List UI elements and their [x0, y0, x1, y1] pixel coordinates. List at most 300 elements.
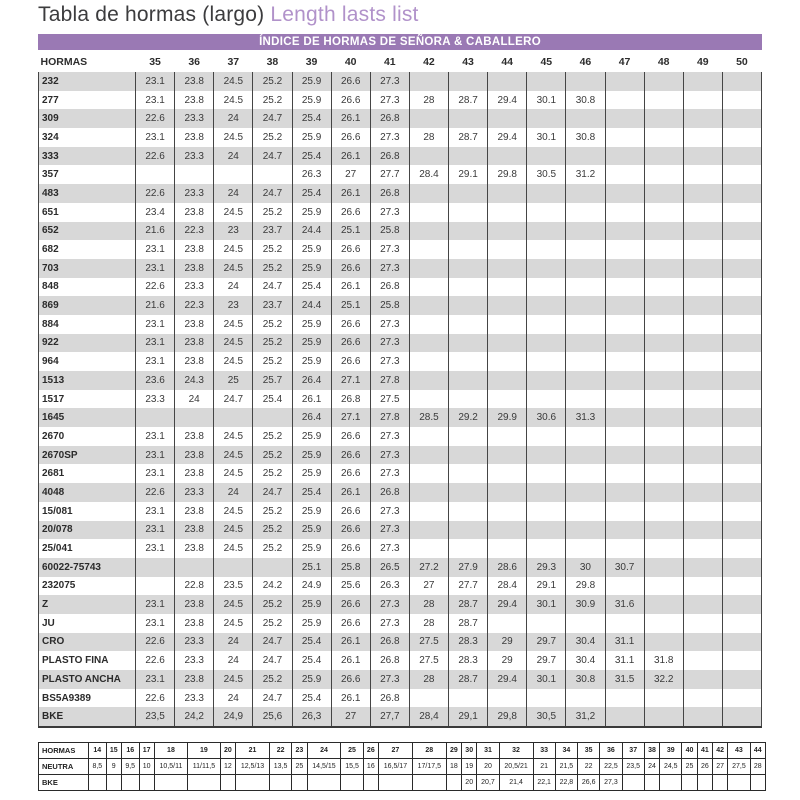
size-value-cell: 30,5 — [527, 707, 566, 727]
size-value-cell: 26.1 — [331, 633, 370, 652]
size-value-cell: 25.2 — [253, 334, 292, 353]
size-value-cell: 30.8 — [566, 91, 605, 110]
size-value-cell — [722, 240, 761, 259]
size-value-cell: 29.1 — [527, 577, 566, 596]
size-value-cell: 27.3 — [370, 614, 409, 633]
bottom-value-cell: 22,5 — [600, 759, 622, 775]
horma-label-cell: 324 — [39, 128, 136, 147]
size-value-cell: 27.3 — [370, 334, 409, 353]
size-value-cell — [527, 259, 566, 278]
size-value-cell: 24 — [214, 633, 253, 652]
size-value-cell: 24.7 — [253, 109, 292, 128]
bottom-value-cell: 41 — [697, 743, 712, 759]
size-value-cell: 24.7 — [253, 689, 292, 708]
size-value-cell: 26.6 — [331, 334, 370, 353]
size-value-cell: 31.5 — [605, 670, 644, 689]
size-value-cell — [722, 128, 761, 147]
size-value-cell — [722, 165, 761, 184]
main-header-row — [39, 52, 762, 72]
size-value-cell — [605, 408, 644, 427]
size-value-cell — [527, 296, 566, 315]
bottom-value-cell: 27 — [712, 759, 727, 775]
size-value-cell: 26.8 — [370, 651, 409, 670]
size-value-cell — [527, 147, 566, 166]
table-row — [39, 483, 762, 502]
size-value-cell: 28 — [409, 670, 448, 689]
size-value-cell: 23.1 — [136, 539, 175, 558]
table-row — [39, 390, 762, 409]
size-value-cell: 27.3 — [370, 464, 409, 483]
horma-label-cell: 4048 — [39, 483, 136, 502]
size-value-cell: 23.7 — [253, 222, 292, 241]
size-value-cell: 23.1 — [136, 315, 175, 334]
size-value-cell — [605, 446, 644, 465]
bottom-row-label: NEUTRA — [39, 759, 89, 775]
bottom-value-cell — [341, 775, 363, 791]
bottom-value-cell: 26 — [697, 759, 712, 775]
size-value-cell — [527, 222, 566, 241]
bottom-value-cell — [644, 775, 659, 791]
size-value-cell: 25.1 — [292, 558, 331, 577]
size-value-cell — [683, 128, 722, 147]
size-value-cell: 25.9 — [292, 614, 331, 633]
bottom-value-cell: 13,5 — [269, 759, 291, 775]
bottom-value-cell: 21,5 — [555, 759, 577, 775]
size-value-cell — [644, 352, 683, 371]
size-value-cell — [605, 203, 644, 222]
size-value-cell — [488, 390, 527, 409]
bottom-value-cell — [139, 775, 154, 791]
size-value-cell: 22.6 — [136, 483, 175, 502]
table-row — [39, 408, 762, 427]
size-value-cell: 26.6 — [331, 427, 370, 446]
size-value-cell: 28.4 — [409, 165, 448, 184]
size-value-cell: 25.9 — [292, 203, 331, 222]
size-value-cell — [566, 203, 605, 222]
size-value-cell: 30.1 — [527, 128, 566, 147]
size-value-cell: 27.3 — [370, 521, 409, 540]
bottom-value-cell: 14,5/15 — [307, 759, 341, 775]
bottom-value-cell: 22 — [269, 743, 291, 759]
size-value-cell — [449, 109, 488, 128]
size-value-cell — [566, 446, 605, 465]
size-value-cell: 28.3 — [449, 633, 488, 652]
size-value-cell: 27.7 — [449, 577, 488, 596]
size-value-cell — [136, 558, 175, 577]
size-value-cell — [449, 689, 488, 708]
size-value-cell — [644, 390, 683, 409]
size-value-cell: 31,2 — [566, 707, 605, 727]
bottom-value-cell: 12 — [220, 759, 235, 775]
bottom-value-cell: 18 — [154, 743, 187, 759]
size-value-cell — [488, 278, 527, 297]
size-value-cell — [605, 689, 644, 708]
size-value-cell: 24.5 — [214, 352, 253, 371]
size-value-cell — [605, 707, 644, 727]
size-value-cell — [644, 91, 683, 110]
table-row — [39, 147, 762, 166]
size-value-cell — [605, 165, 644, 184]
bottom-value-cell: 30 — [462, 743, 477, 759]
size-value-cell: 27.3 — [370, 595, 409, 614]
page-title-es: Tabla de hormas (largo) — [38, 3, 271, 26]
size-value-cell — [449, 334, 488, 353]
size-value-cell — [722, 539, 761, 558]
size-value-cell: 27.3 — [370, 128, 409, 147]
size-value-cell: 24.5 — [214, 72, 253, 91]
size-value-cell: 22.6 — [136, 184, 175, 203]
size-value-cell: 24.4 — [292, 296, 331, 315]
bottom-value-cell: 35 — [578, 743, 600, 759]
size-value-cell: 28.5 — [409, 408, 448, 427]
size-value-cell: 23.8 — [175, 334, 214, 353]
bottom-value-cell: 21 — [533, 759, 555, 775]
bottom-value-cell: 15 — [106, 743, 121, 759]
size-value-cell — [253, 558, 292, 577]
size-value-cell: 23.8 — [175, 352, 214, 371]
main-table-head — [39, 52, 762, 72]
size-value-cell: 24.7 — [253, 483, 292, 502]
size-value-cell: 25.2 — [253, 427, 292, 446]
size-value-cell: 30.1 — [527, 595, 566, 614]
size-value-cell: 25.2 — [253, 240, 292, 259]
size-value-cell: 27 — [331, 707, 370, 727]
size-value-cell — [683, 614, 722, 633]
bottom-value-cell: 37 — [622, 743, 644, 759]
bottom-value-cell: 27 — [378, 743, 412, 759]
size-column-header: 50 — [722, 52, 761, 72]
size-value-cell — [566, 147, 605, 166]
size-value-cell — [409, 427, 448, 446]
size-value-cell — [527, 427, 566, 446]
size-value-cell — [488, 427, 527, 446]
size-value-cell: 24.5 — [214, 595, 253, 614]
horma-label-cell: Z — [39, 595, 136, 614]
size-value-cell — [644, 278, 683, 297]
size-value-cell: 23.1 — [136, 446, 175, 465]
bottom-value-cell: 40 — [682, 743, 697, 759]
size-value-cell: 26.8 — [370, 633, 409, 652]
bottom-value-cell: 23,5 — [622, 759, 644, 775]
size-value-cell — [644, 371, 683, 390]
bottom-value-cell — [292, 775, 307, 791]
size-value-cell — [644, 614, 683, 633]
bottom-value-cell: 17 — [139, 743, 154, 759]
bottom-value-cell: 27,5 — [728, 759, 750, 775]
horma-label-cell: 682 — [39, 240, 136, 259]
size-value-cell — [409, 464, 448, 483]
size-value-cell: 24.5 — [214, 91, 253, 110]
size-value-cell — [566, 390, 605, 409]
size-value-cell: 23.3 — [175, 147, 214, 166]
size-value-cell — [644, 502, 683, 521]
size-value-cell — [214, 408, 253, 427]
size-value-cell: 25.4 — [292, 633, 331, 652]
size-value-cell — [722, 352, 761, 371]
size-value-cell: 24.7 — [253, 651, 292, 670]
size-value-cell: 31.3 — [566, 408, 605, 427]
size-value-cell — [449, 296, 488, 315]
bottom-value-cell: 21 — [236, 743, 270, 759]
size-value-cell: 25.4 — [292, 278, 331, 297]
size-value-cell — [683, 222, 722, 241]
size-value-cell — [449, 483, 488, 502]
size-value-cell — [722, 595, 761, 614]
horma-label-cell: 2681 — [39, 464, 136, 483]
bottom-value-cell — [188, 775, 221, 791]
table-row — [39, 296, 762, 315]
size-value-cell: 24.5 — [214, 502, 253, 521]
size-value-cell — [722, 633, 761, 652]
size-value-cell — [566, 614, 605, 633]
bottom-value-cell: 39 — [660, 743, 682, 759]
size-value-cell: 22.8 — [175, 577, 214, 596]
size-value-cell — [683, 446, 722, 465]
size-value-cell: 23.8 — [175, 614, 214, 633]
horma-label-cell: 357 — [39, 165, 136, 184]
size-value-cell: 24.3 — [175, 371, 214, 390]
size-value-cell — [683, 72, 722, 91]
size-value-cell: 24.5 — [214, 521, 253, 540]
size-value-cell — [566, 315, 605, 334]
size-value-cell: 23.1 — [136, 464, 175, 483]
size-value-cell: 22.3 — [175, 222, 214, 241]
size-value-cell: 27.3 — [370, 259, 409, 278]
size-value-cell: 26.4 — [292, 371, 331, 390]
size-value-cell — [527, 278, 566, 297]
size-value-cell — [488, 521, 527, 540]
size-value-cell — [449, 446, 488, 465]
size-column-header: 49 — [683, 52, 722, 72]
size-value-cell — [722, 502, 761, 521]
size-value-cell — [449, 203, 488, 222]
size-value-cell: 26.6 — [331, 521, 370, 540]
size-value-cell: 27.3 — [370, 91, 409, 110]
size-column-header: 47 — [605, 52, 644, 72]
size-value-cell: 27.3 — [370, 240, 409, 259]
size-value-cell: 24.5 — [214, 446, 253, 465]
horma-label-cell: 277 — [39, 91, 136, 110]
bottom-value-cell: 9,5 — [121, 759, 139, 775]
size-value-cell: 25.9 — [292, 240, 331, 259]
size-value-cell: 28.7 — [449, 91, 488, 110]
size-value-cell: 25.4 — [292, 483, 331, 502]
size-value-cell: 27.3 — [370, 502, 409, 521]
size-value-cell: 25.9 — [292, 446, 331, 465]
size-value-cell — [449, 278, 488, 297]
size-value-cell — [409, 296, 448, 315]
size-column-header: 43 — [449, 52, 488, 72]
size-value-cell — [409, 222, 448, 241]
size-value-cell: 23.1 — [136, 91, 175, 110]
hormas-column-header: HORMAS — [39, 52, 136, 72]
size-value-cell — [409, 315, 448, 334]
size-value-cell — [566, 689, 605, 708]
size-value-cell — [566, 296, 605, 315]
size-value-cell: 23.1 — [136, 334, 175, 353]
size-value-cell — [683, 278, 722, 297]
size-value-cell: 25.4 — [292, 184, 331, 203]
size-value-cell: 23.8 — [175, 446, 214, 465]
horma-label-cell: 651 — [39, 203, 136, 222]
table-row — [39, 184, 762, 203]
size-value-cell: 26.1 — [331, 278, 370, 297]
size-value-cell: 26.6 — [331, 128, 370, 147]
horma-label-cell: 15/081 — [39, 502, 136, 521]
bottom-value-cell: 17/17,5 — [412, 759, 446, 775]
horma-label-cell: 333 — [39, 147, 136, 166]
size-value-cell: 24.5 — [214, 334, 253, 353]
horma-label-cell: 20/078 — [39, 521, 136, 540]
size-value-cell: 24 — [214, 278, 253, 297]
size-value-cell: 25.9 — [292, 502, 331, 521]
size-value-cell: 29.7 — [527, 633, 566, 652]
size-value-cell: 26.8 — [370, 109, 409, 128]
size-value-cell: 24.4 — [292, 222, 331, 241]
size-value-cell — [566, 240, 605, 259]
bottom-value-cell: 24,5 — [660, 759, 682, 775]
size-value-cell — [644, 707, 683, 727]
horma-label-cell: JU — [39, 614, 136, 633]
size-value-cell: 24 — [214, 483, 253, 502]
size-value-cell: 26.6 — [331, 91, 370, 110]
size-value-cell: 23.6 — [136, 371, 175, 390]
size-value-cell — [683, 707, 722, 727]
size-value-cell — [605, 296, 644, 315]
size-value-cell: 24.5 — [214, 203, 253, 222]
size-value-cell: 22.6 — [136, 278, 175, 297]
bottom-value-cell — [89, 775, 107, 791]
size-value-cell — [722, 689, 761, 708]
size-value-cell: 29.4 — [488, 128, 527, 147]
size-value-cell: 27.5 — [409, 633, 448, 652]
size-value-cell — [175, 408, 214, 427]
size-value-cell: 24,9 — [214, 707, 253, 727]
bottom-value-cell: 33 — [533, 743, 555, 759]
size-value-cell: 29.3 — [527, 558, 566, 577]
size-value-cell: 26.1 — [292, 390, 331, 409]
size-value-cell — [488, 539, 527, 558]
size-value-cell: 27.3 — [370, 427, 409, 446]
size-value-cell — [683, 315, 722, 334]
size-value-cell: 23.3 — [175, 651, 214, 670]
size-value-cell — [722, 72, 761, 91]
size-value-cell — [488, 464, 527, 483]
size-value-cell: 25.9 — [292, 72, 331, 91]
size-value-cell — [527, 371, 566, 390]
bottom-table-body — [39, 743, 766, 791]
size-value-cell — [722, 614, 761, 633]
size-value-cell: 23.1 — [136, 72, 175, 91]
size-value-cell: 26.6 — [331, 259, 370, 278]
table-row — [39, 614, 762, 633]
size-value-cell — [644, 259, 683, 278]
size-value-cell: 28.7 — [449, 670, 488, 689]
table-row — [39, 775, 766, 791]
bottom-value-cell: 26 — [363, 743, 378, 759]
size-value-cell — [683, 296, 722, 315]
size-value-cell — [409, 203, 448, 222]
size-value-cell: 29 — [488, 651, 527, 670]
size-value-cell: 25.9 — [292, 595, 331, 614]
size-value-cell: 27.3 — [370, 72, 409, 91]
size-value-cell — [722, 334, 761, 353]
size-value-cell — [566, 222, 605, 241]
size-value-cell: 30.5 — [527, 165, 566, 184]
size-value-cell — [527, 184, 566, 203]
size-value-cell — [214, 165, 253, 184]
size-value-cell: 21.6 — [136, 296, 175, 315]
size-value-cell: 27.1 — [331, 371, 370, 390]
size-column-header: 38 — [253, 52, 292, 72]
size-value-cell — [488, 109, 527, 128]
size-value-cell — [527, 240, 566, 259]
size-value-cell — [644, 334, 683, 353]
size-value-cell — [136, 577, 175, 596]
size-value-cell: 25.2 — [253, 128, 292, 147]
size-value-cell — [527, 315, 566, 334]
size-value-cell — [488, 502, 527, 521]
bottom-value-cell — [121, 775, 139, 791]
size-value-cell — [644, 222, 683, 241]
table-row — [39, 352, 762, 371]
size-value-cell — [409, 109, 448, 128]
size-value-cell: 25.2 — [253, 539, 292, 558]
size-value-cell — [566, 352, 605, 371]
size-value-cell — [527, 203, 566, 222]
table-row — [39, 464, 762, 483]
size-value-cell — [253, 408, 292, 427]
size-value-cell — [605, 390, 644, 409]
size-value-cell — [605, 184, 644, 203]
bottom-value-cell — [697, 775, 712, 791]
horma-label-cell: PLASTO ANCHA — [39, 670, 136, 689]
size-value-cell: 25.1 — [331, 296, 370, 315]
size-column-header: 45 — [527, 52, 566, 72]
size-column-header: 48 — [644, 52, 683, 72]
size-value-cell — [409, 371, 448, 390]
bottom-value-cell: 15,5 — [341, 759, 363, 775]
size-value-cell: 32.2 — [644, 670, 683, 689]
table-row — [39, 521, 762, 540]
size-value-cell — [409, 72, 448, 91]
table-row — [39, 670, 762, 689]
bottom-value-cell: 21,4 — [499, 775, 533, 791]
size-value-cell: 31.8 — [644, 651, 683, 670]
size-column-header: 44 — [488, 52, 527, 72]
size-column-header: 40 — [331, 52, 370, 72]
size-value-cell: 25.2 — [253, 203, 292, 222]
size-value-cell: 27.8 — [370, 408, 409, 427]
horma-label-cell: 60022-75743 — [39, 558, 136, 577]
horma-label-cell: 922 — [39, 334, 136, 353]
size-value-cell — [527, 483, 566, 502]
bottom-value-cell — [269, 775, 291, 791]
size-value-cell — [449, 315, 488, 334]
size-value-cell: 26.6 — [331, 595, 370, 614]
size-value-cell: 26.4 — [292, 408, 331, 427]
size-value-cell: 31.6 — [605, 595, 644, 614]
size-value-cell: 23.5 — [214, 577, 253, 596]
bottom-value-cell: 14 — [89, 743, 107, 759]
size-value-cell — [527, 614, 566, 633]
size-value-cell — [566, 72, 605, 91]
main-table-body — [39, 72, 762, 727]
size-value-cell — [488, 222, 527, 241]
size-value-cell — [605, 539, 644, 558]
size-value-cell — [566, 371, 605, 390]
size-value-cell — [449, 464, 488, 483]
